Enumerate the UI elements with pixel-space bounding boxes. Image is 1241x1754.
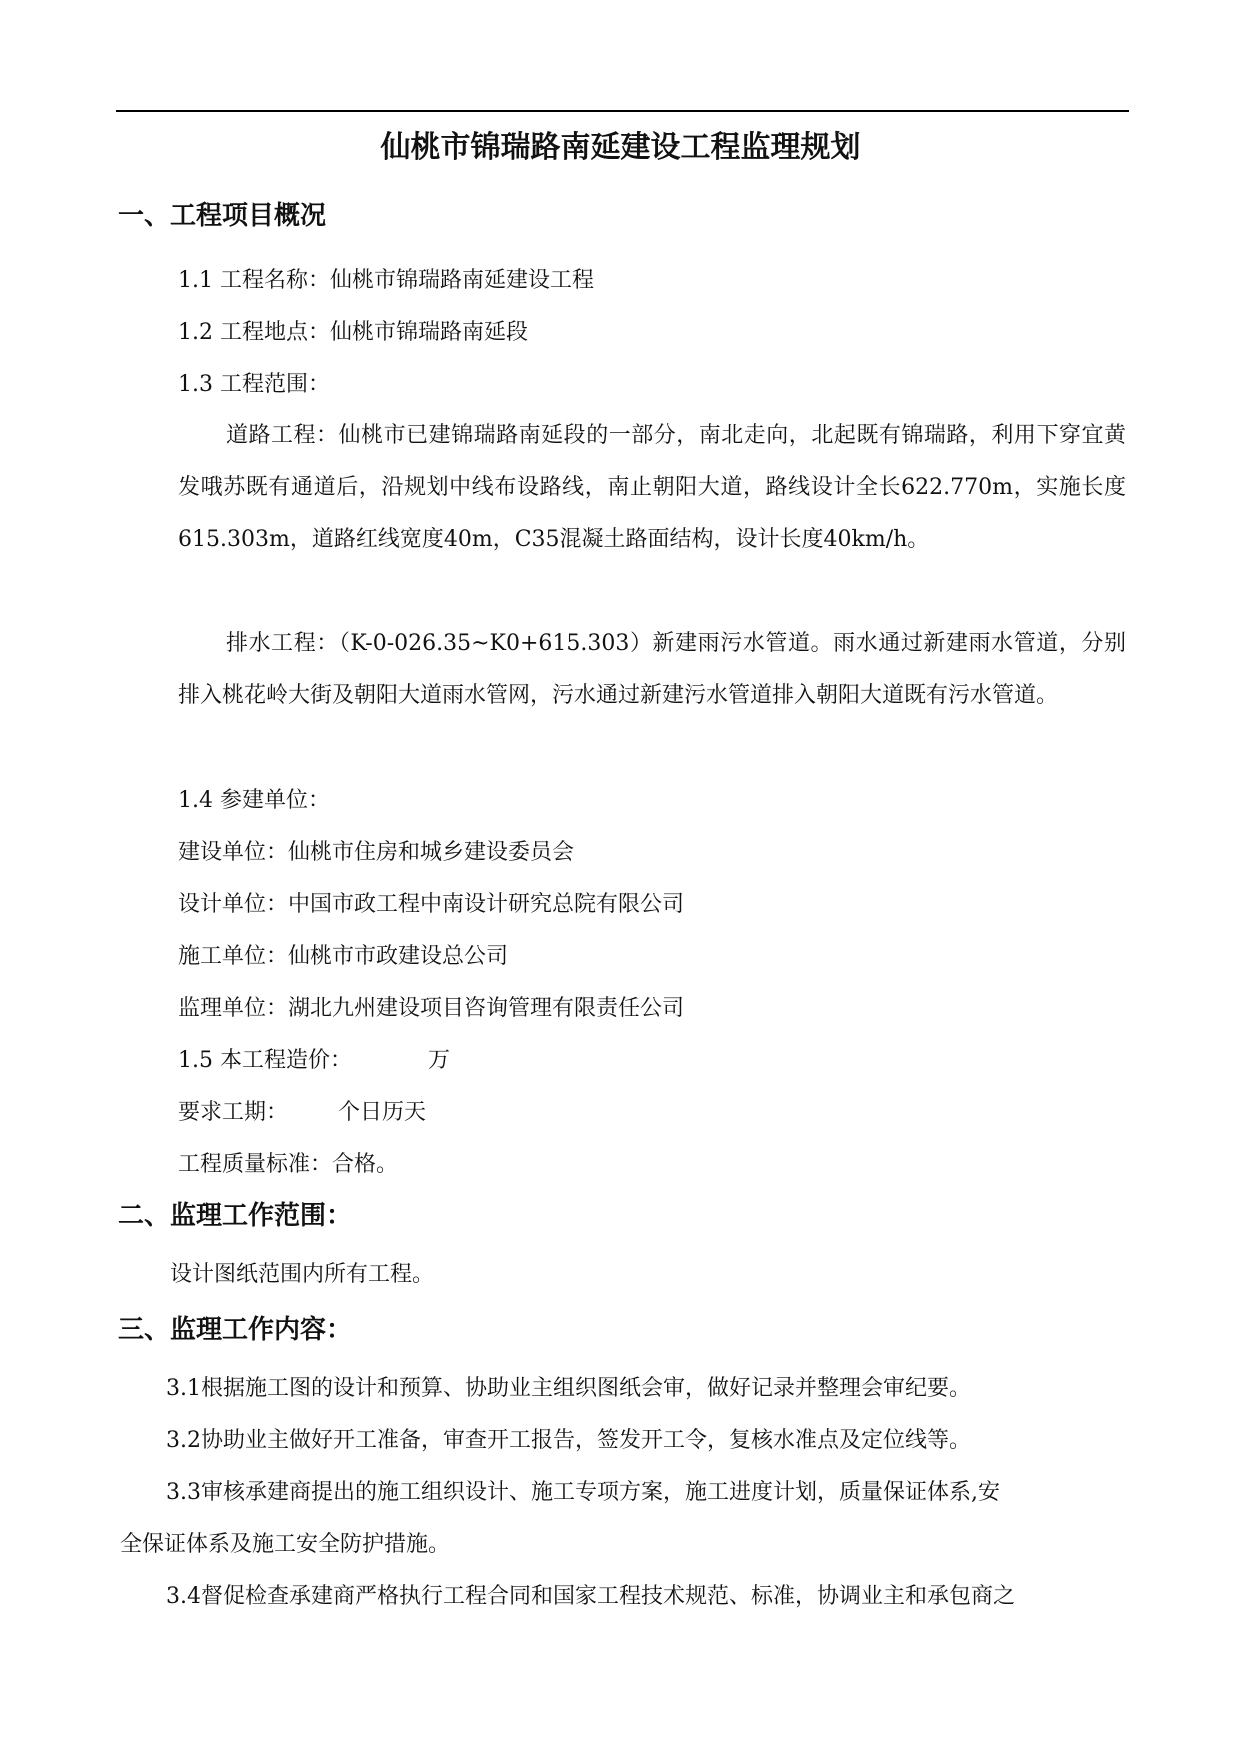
period-unit: 个日历天 (338, 1100, 427, 1125)
road-works-paragraph: 道路工程：仙桃市已建锦瑞路南延段的一部分，南北走向，北起既有锦瑞路，利用下穿宜黄发哦苏既有通道后，沿规划中线布设路线，南止朝阳大道，路线设计全长622.770m，实施长度615.303m，道路红线宽度40m，C35混凝土路面结构，设计长度40km/h。 (178, 423, 1126, 552)
document-title: 仙桃市锦瑞路南延建设工程监理规划 (380, 130, 861, 165)
section-1-heading: 一、工程项目概况 (118, 201, 327, 231)
content-item-3-1: 3.1根据施工图的设计和预算、协助业主组织图纸会审，做好记录并整理会审纪要。 (166, 1376, 971, 1401)
project-location: 1.2 工程地点：仙桃市锦瑞路南延段 (178, 320, 528, 345)
cost-unit: 万 (427, 1048, 450, 1073)
drainage-works-paragraph: 排水工程：（K-0-026.35~K0+615.303）新建雨污水管道。雨水通过新建雨水管道，分别排入桃花岭大街及朝阳大道雨水管网，污水通过新建污水管道排入朝阳大道既有污水管道。 (178, 631, 1126, 708)
content-item-3-3: 3.3审核承建商提出的施工组织设计、施工专项方案，施工进度计划，质量保证体系,安 (166, 1480, 1000, 1505)
construction-unit: 施工单位：仙桃市市政建设总公司 (178, 944, 509, 969)
header-rule (116, 110, 1129, 112)
project-cost (178, 1044, 450, 1078)
owner-unit: 建设单位：仙桃市住房和城乡建设委员会 (178, 840, 575, 865)
content-item-3-3-cont: 全保证体系及施工安全防护措施。 (120, 1532, 451, 1557)
project-name: 1.1 工程名称：仙桃市锦瑞路南延建设工程 (178, 268, 594, 293)
period-label: 要求工期： (178, 1100, 289, 1125)
project-scope-label: 1.3 工程范围： (178, 372, 330, 397)
content-item-3-2: 3.2协助业主做好开工准备，审查开工报告，签发开工令，复核水准点及定位线等。 (166, 1428, 971, 1453)
participants-label: 1.4 参建单位： (178, 788, 330, 813)
section-3-heading: 三、监理工作内容： (118, 1315, 353, 1345)
quality-standard: 工程质量标准：合格。 (178, 1152, 399, 1177)
section-2-heading: 二、监理工作范围： (118, 1201, 353, 1231)
required-period (178, 1096, 426, 1130)
content-item-3-4: 3.4督促检查承建商严格执行工程合同和国家工程技术规范、标准，协调业主和承包商之 (166, 1584, 1015, 1609)
supervision-scope-text: 设计图纸范围内所有工程。 (170, 1262, 435, 1287)
cost-label: 1.5 本工程造价： (178, 1048, 352, 1073)
design-unit: 设计单位：中国市政工程中南设计研究总院有限公司 (178, 892, 685, 917)
supervision-unit: 监理单位：湖北九州建设项目咨询管理有限责任公司 (178, 996, 685, 1021)
